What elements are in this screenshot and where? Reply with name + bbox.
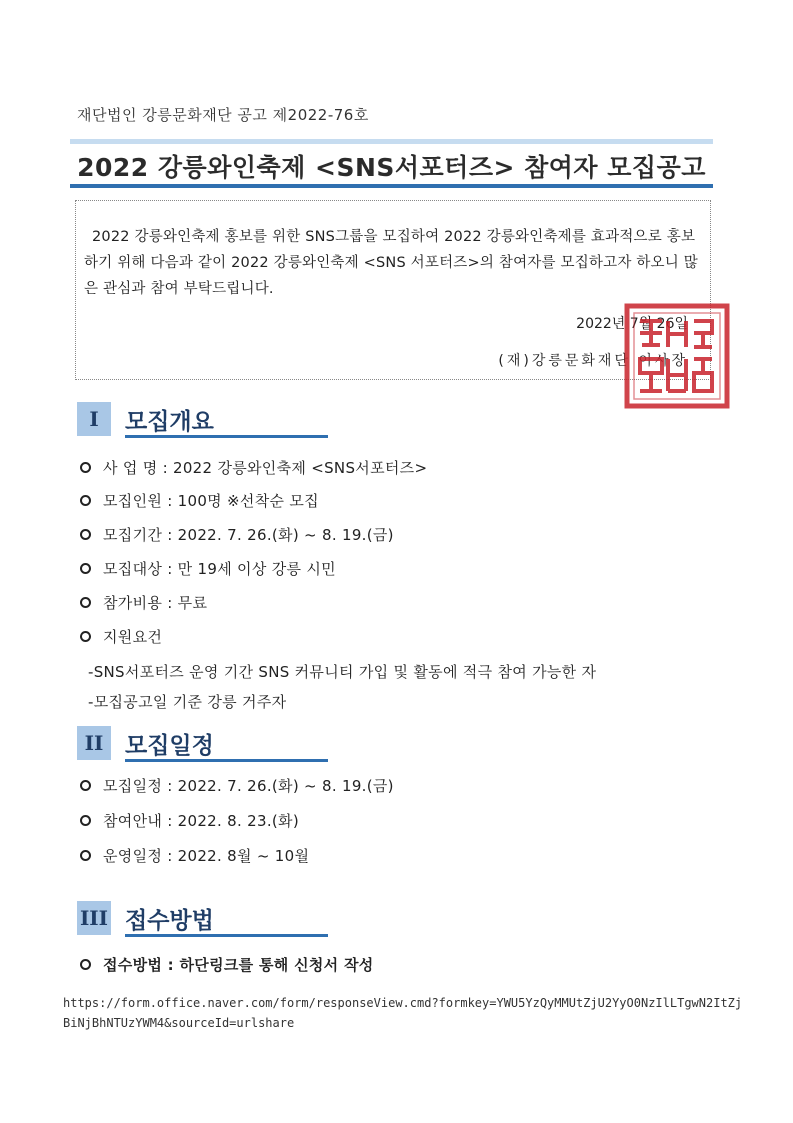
section-1-underline (125, 435, 328, 438)
notice-date: 2022년 7월 26일 (576, 316, 688, 332)
section-3-title: 접수방법 (125, 908, 214, 934)
circle-bullet-icon (80, 959, 91, 970)
section-2-number: II (77, 726, 111, 760)
circle-bullet-icon (80, 529, 91, 540)
title-top-rule (70, 139, 713, 144)
circle-bullet-icon (80, 495, 91, 506)
list-item: 모집기간 : 2022. 7. 26.(화) ~ 8. 19.(금) (80, 524, 394, 545)
list-item: 참가비용 : 무료 (80, 592, 207, 613)
official-seal-icon (624, 303, 730, 409)
title-bottom-rule (70, 184, 713, 188)
list-item: 지원요건 (80, 626, 162, 647)
section-3-underline (125, 934, 328, 937)
requirement-item: -모집공고일 기준 강릉 거주자 (88, 693, 287, 711)
requirement-item: -SNS서포터즈 운영 기간 SNS 커뮤니티 가입 및 활동에 적극 참여 가능한 자 (88, 663, 597, 681)
section-1-title: 모집개요 (125, 409, 214, 435)
intro-text: 2022 강릉와인축제 홍보를 위한 SNS그룹을 모집하여 2022 강릉와인축제를 효과적으로 홍보하기 위해 다음과 같이 2022 강릉와인축제 <SNS 서포터즈>의 참여자를 모집하고자 하오니 많은 관심과 참여 부탁드립니다. (84, 229, 698, 297)
circle-bullet-icon (80, 597, 91, 608)
issuer-name: (재)강릉문화재단 이사장 (498, 353, 688, 369)
circle-bullet-icon (80, 780, 91, 791)
circle-bullet-icon (80, 850, 91, 861)
list-item: 사 업 명 : 2022 강릉와인축제 <SNS서포터즈> (80, 457, 427, 478)
circle-bullet-icon (80, 462, 91, 473)
application-link[interactable]: https://form.office.naver.com/form/responseView.cmd?formkey=YWU5YzQyMMUtZjU2YyO0NzIlLTgwN2ItZjBiNjBhNTUzYWM4&sourceId=urlshare (63, 996, 743, 1030)
section-1-number: I (77, 402, 111, 436)
circle-bullet-icon (80, 815, 91, 826)
section-2-title: 모집일정 (125, 733, 214, 759)
list-item: 모집인원 : 100명 ※선착순 모집 (80, 490, 319, 511)
notice-reference: 재단법인 강릉문화재단 공고 제2022-76호 (77, 106, 369, 124)
list-item: 접수방법 : 하단링크를 통해 신청서 작성 (80, 954, 374, 975)
list-item: 모집일정 : 2022. 7. 26.(화) ~ 8. 19.(금) (80, 775, 394, 796)
list-item: 참여안내 : 2022. 8. 23.(화) (80, 810, 299, 831)
circle-bullet-icon (80, 631, 91, 642)
list-item: 모집대상 : 만 19세 이상 강릉 시민 (80, 558, 336, 579)
section-3-number: III (77, 901, 111, 935)
list-item: 운영일정 : 2022. 8월 ~ 10월 (80, 845, 309, 866)
circle-bullet-icon (80, 563, 91, 574)
section-2-underline (125, 759, 328, 762)
page-title: 2022 강릉와인축제 <SNS서포터즈> 참여자 모집공고 (77, 153, 706, 182)
